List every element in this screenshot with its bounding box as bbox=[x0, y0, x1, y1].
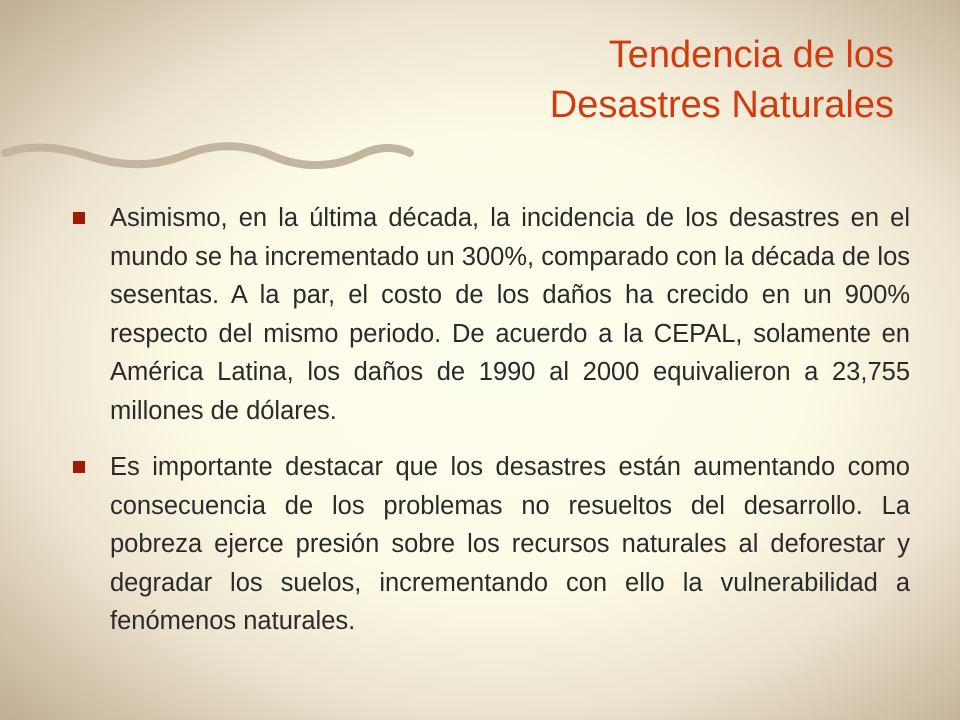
bullet-list bbox=[70, 199, 910, 659]
square-bullet-icon bbox=[73, 212, 85, 224]
square-bullet-icon bbox=[73, 461, 85, 473]
bullet-item bbox=[70, 199, 910, 430]
slide-title bbox=[550, 30, 894, 130]
slide-title-line-2: Desastres Naturales bbox=[549, 84, 894, 126]
bullet-text: Asimismo, en la última década, la incidencia de los desastres en el mundo se ha incrementado un 300%, comparado con la década de los sesentas. A la par, el costo de los daños ha crecido en un 900% respecto del mismo periodo. De acuerdo a la CEPAL, solamente en América Latina, los daños de 1990 al 2000 equivalieron a 23,755 millones de dólares. bbox=[110, 204, 910, 425]
bullet-item bbox=[70, 448, 910, 641]
wave-decoration-path bbox=[5, 146, 410, 165]
wave-decoration bbox=[0, 132, 430, 182]
bullet-text: Es importante destacar que los desastres están aumentando como consecuencia de los problemas no resueltos del desarrollo. La pobreza ejerce presión sobre los recursos naturales al deforestar y degradar los suelos, incrementando con ello la vulnerabilidad a fenómenos naturales. bbox=[110, 453, 910, 635]
slide-title-line-1: Tendencia de los bbox=[608, 34, 894, 76]
